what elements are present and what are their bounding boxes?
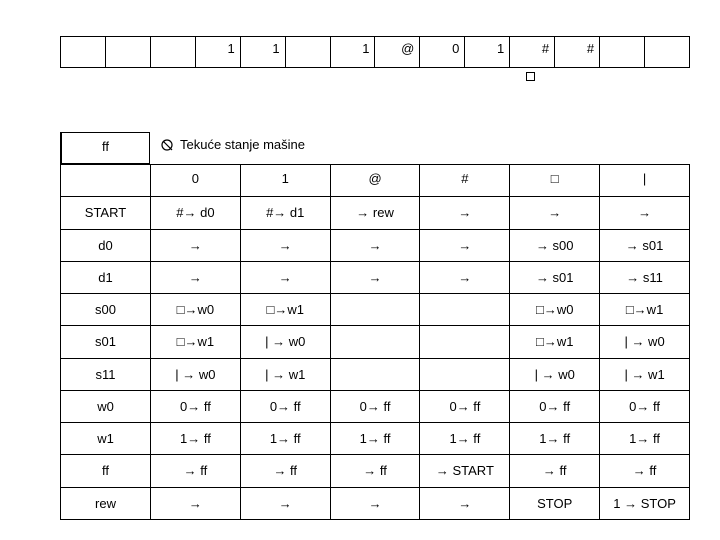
table-row <box>61 390 690 422</box>
table-cell: | → w1 <box>240 358 330 390</box>
table-cell: | <box>600 165 690 197</box>
table-cell: → <box>420 197 510 229</box>
row-header-cell: w1 <box>61 423 151 455</box>
table-cell: → <box>420 229 510 261</box>
table-cell: → ff <box>240 455 330 487</box>
table-cell: | → w0 <box>151 358 241 390</box>
tape-cell <box>555 37 600 67</box>
row-header-cell: rew <box>61 487 151 519</box>
row-header-cell: s01 <box>61 326 151 358</box>
tape <box>60 36 690 68</box>
tape-cell <box>375 37 420 67</box>
table-cell: #→ d0 <box>151 197 241 229</box>
table-cell: #→ d1 <box>240 197 330 229</box>
table-cell: → s11 <box>600 261 690 293</box>
tape-cell <box>286 37 331 67</box>
table-cell <box>330 358 420 390</box>
row-header-cell: START <box>61 197 151 229</box>
table-cell: → <box>151 229 241 261</box>
table-row <box>61 487 690 519</box>
table-cell: → s00 <box>510 229 600 261</box>
tape-cell-symbol: # <box>586 41 595 56</box>
table-cell: → ff <box>600 455 690 487</box>
table-cell: | → w0 <box>240 326 330 358</box>
arrow-icon <box>160 138 174 152</box>
tape-cell-symbol: 0 <box>452 41 460 56</box>
tape-cell <box>61 37 106 67</box>
tape-cell <box>510 37 555 67</box>
table-cell: □→w1 <box>240 294 330 326</box>
table-cell: → <box>151 487 241 519</box>
table-cell: → START <box>420 455 510 487</box>
table-cell: → ff <box>330 455 420 487</box>
table-cell: 1→ ff <box>151 423 241 455</box>
table-cell: 0→ ff <box>510 390 600 422</box>
table-cell: 0→ ff <box>420 390 510 422</box>
table-cell <box>330 294 420 326</box>
table-cell: | → w1 <box>600 358 690 390</box>
table-cell <box>420 358 510 390</box>
tape-cell-symbol: 1 <box>496 41 505 56</box>
table-cell: → ff <box>151 455 241 487</box>
table-row <box>61 197 690 229</box>
table-cell: □→w1 <box>600 294 690 326</box>
table-cell: @ <box>330 165 420 197</box>
tape-cell <box>241 37 286 67</box>
tape-cell-symbol: 1 <box>272 41 280 56</box>
tape-cell <box>196 37 241 67</box>
table-cell: 1→ ff <box>420 423 510 455</box>
tape-cell-symbol: @ <box>401 41 415 56</box>
table-row <box>61 423 690 455</box>
table-cell: → <box>240 261 330 293</box>
table-cell <box>420 294 510 326</box>
table-cell: → <box>420 261 510 293</box>
table-cell: 0 <box>151 165 241 197</box>
table-cell: | → w0 <box>510 358 600 390</box>
table-row <box>61 358 690 390</box>
transition-table <box>60 164 690 520</box>
table-cell: → <box>600 197 690 229</box>
tape-cell-symbol: 1 <box>362 41 370 56</box>
tape-cell <box>600 37 645 67</box>
legend-text: Tekuće stanje mašine <box>180 137 306 152</box>
tape-cell-symbol: 1 <box>227 41 235 56</box>
table-cell: → <box>240 487 330 519</box>
table-cell: # <box>420 165 510 197</box>
table-cell: 0→ ff <box>600 390 690 422</box>
table-cell: 0→ ff <box>240 390 330 422</box>
table-cell: 1→ ff <box>510 423 600 455</box>
row-header-cell: w0 <box>61 390 151 422</box>
table-cell: 1→ ff <box>330 423 420 455</box>
table-cell <box>420 326 510 358</box>
table-cell: → <box>151 261 241 293</box>
table-row <box>61 261 690 293</box>
table-cell: → <box>330 487 420 519</box>
tape-cell <box>331 37 376 67</box>
tape-cell <box>645 37 689 67</box>
table-cell: | → w0 <box>600 326 690 358</box>
current-state-box <box>60 132 150 164</box>
table-cell: → rew <box>330 197 420 229</box>
row-header-cell: d0 <box>61 229 151 261</box>
tape-cell <box>151 37 196 67</box>
table-cell: → <box>330 229 420 261</box>
tape-cell-symbol: # <box>541 41 550 56</box>
tape-cell <box>465 37 510 67</box>
table-cell: → s01 <box>600 229 690 261</box>
table-row <box>61 326 690 358</box>
table-row <box>61 294 690 326</box>
square-head-icon <box>526 72 535 81</box>
table-cell: 1→ ff <box>240 423 330 455</box>
row-header-cell: s00 <box>61 294 151 326</box>
row-header-cell <box>61 165 151 197</box>
table-cell: 0→ ff <box>151 390 241 422</box>
table-cell: → <box>420 487 510 519</box>
table-header-row <box>61 165 690 197</box>
row-header-cell: ff <box>61 455 151 487</box>
table-cell: 0→ ff <box>330 390 420 422</box>
tape-cell <box>420 37 465 67</box>
table-cell: → s01 <box>510 261 600 293</box>
table-row <box>61 229 690 261</box>
table-cell <box>330 326 420 358</box>
table-cell: 1→ ff <box>600 423 690 455</box>
legend <box>158 137 305 152</box>
table-cell: → <box>330 261 420 293</box>
table-cell: 1 → STOP <box>600 487 690 519</box>
table-row <box>61 455 690 487</box>
tape-cell <box>106 37 151 67</box>
current-state-label: ff <box>102 139 109 154</box>
table-cell: 1 <box>240 165 330 197</box>
table-cell: STOP <box>510 487 600 519</box>
table-cell: □ <box>510 165 600 197</box>
row-header-cell: s11 <box>61 358 151 390</box>
table-cell: → ff <box>510 455 600 487</box>
table-cell: → <box>240 229 330 261</box>
row-header-cell: d1 <box>61 261 151 293</box>
table-cell: □→w0 <box>151 294 241 326</box>
table-cell: □→w0 <box>510 294 600 326</box>
table-cell: □→w1 <box>151 326 241 358</box>
table-cell: □→w1 <box>510 326 600 358</box>
table-cell: → <box>510 197 600 229</box>
